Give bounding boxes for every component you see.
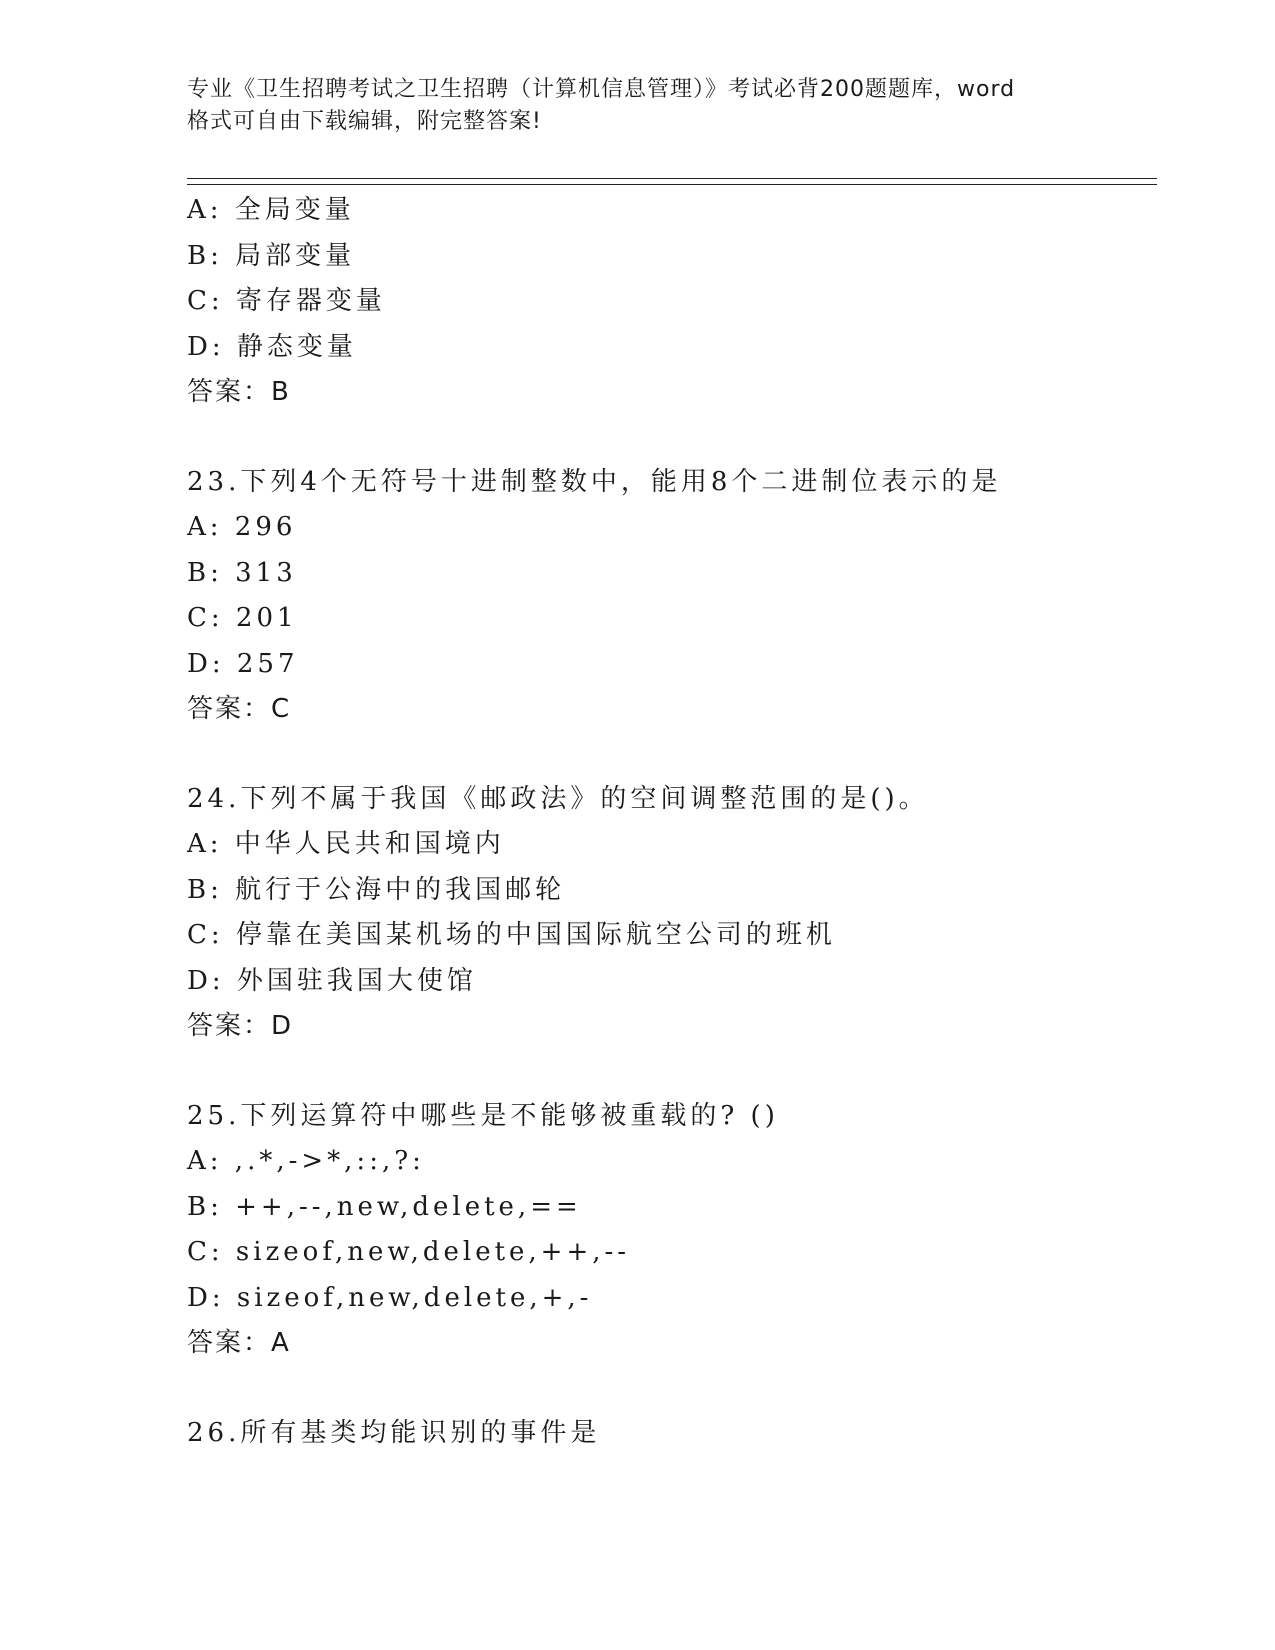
option-a: A: 全局变量 xyxy=(187,195,355,225)
answer: 答案：C xyxy=(187,694,292,724)
option-b: B: ++,--,new,delete,== xyxy=(187,1191,582,1222)
question-block-24 xyxy=(187,777,1157,1050)
question-block-23 xyxy=(187,460,1157,733)
question-title: 24.下列不属于我国《邮政法》的空间调整范围的是()。 xyxy=(187,783,929,814)
question-block-26 xyxy=(187,1411,1157,1457)
spacer xyxy=(187,1050,1157,1094)
answer: 答案：D xyxy=(187,1011,294,1041)
option-a: A: 中华人民共和国境内 xyxy=(187,829,505,859)
option-b: B: 313 xyxy=(187,557,297,588)
option-d: D: 静态变量 xyxy=(187,331,357,362)
document-header xyxy=(187,74,1087,138)
option-c: C: 停靠在美国某机场的中国国际航空公司的班机 xyxy=(187,920,836,950)
question-list xyxy=(187,188,1157,1456)
spacer xyxy=(187,416,1157,460)
option-d: D: 外国驻我国大使馆 xyxy=(187,965,477,996)
spacer xyxy=(187,733,1157,777)
option-b: B: 局部变量 xyxy=(187,240,356,271)
header-line-2: 格式可自由下载编辑，附完整答案! xyxy=(187,109,542,134)
spacer xyxy=(187,1367,1157,1411)
header-divider-bottom xyxy=(187,184,1157,185)
header-line-1: 专业《卫生招聘考试之卫生招聘（计算机信息管理）》考试必背200题题库，word xyxy=(187,77,1016,102)
option-d: D: sizeof,new,delete,+,- xyxy=(187,1282,593,1313)
answer: 答案：B xyxy=(187,377,291,407)
option-a: A: ,.*,->*,::,?: xyxy=(187,1146,425,1176)
question-title: 25.下列运算符中哪些是不能够被重载的? () xyxy=(187,1100,779,1131)
option-c: C: 寄存器变量 xyxy=(187,286,386,316)
answer: 答案：A xyxy=(187,1328,291,1358)
question-block-25 xyxy=(187,1094,1157,1367)
option-c: C: 201 xyxy=(187,603,298,633)
question-block-22 xyxy=(187,188,1157,416)
header-divider-top xyxy=(187,178,1157,179)
option-d: D: 257 xyxy=(187,648,299,679)
question-title: 23.下列4个无符号十进制整数中，能用8个二进制位表示的是 xyxy=(187,466,1002,497)
question-title: 26.所有基类均能识别的事件是 xyxy=(187,1417,601,1448)
option-c: C: sizeof,new,delete,++,-- xyxy=(187,1237,631,1267)
option-a: A: 296 xyxy=(187,512,297,542)
option-b: B: 航行于公海中的我国邮轮 xyxy=(187,874,566,905)
